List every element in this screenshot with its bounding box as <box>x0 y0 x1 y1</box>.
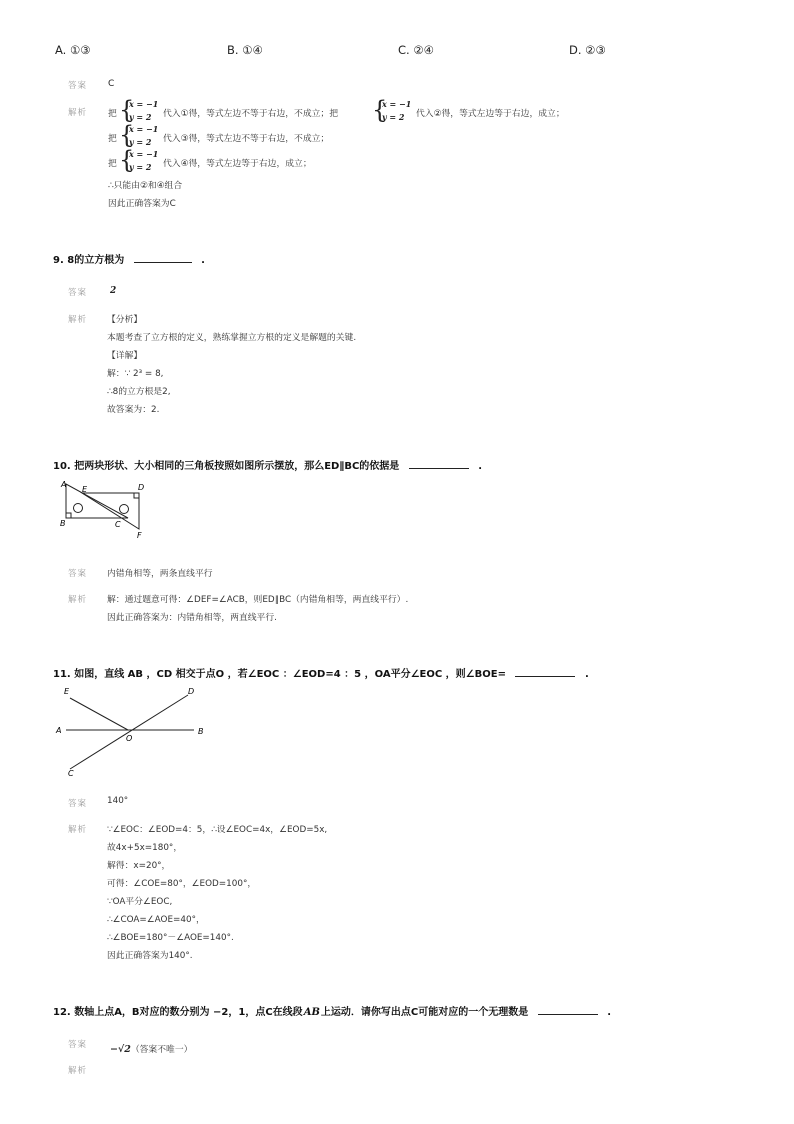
label-b: B <box>60 519 66 528</box>
analysis-text: 故答案为：2. <box>107 405 160 415</box>
analysis-text: 本题考查了立方根的定义，熟练掌握立方根的定义是解题的关键. <box>107 333 357 343</box>
label-f: F <box>137 531 142 540</box>
brace-symbol: { <box>119 146 135 174</box>
analysis-text: 解：∵ 2³ = 8, <box>107 369 164 379</box>
question-text-cont: 上运动．请你写出点C可能对应的一个无理数是 <box>320 1007 529 1018</box>
analysis-text: 因此正确答案为C <box>108 199 176 209</box>
question-11 <box>53 665 589 680</box>
intersecting-lines-figure <box>54 683 214 779</box>
equation-x: x = −1 <box>382 99 412 109</box>
answer-label: 答案 <box>68 1040 88 1050</box>
analysis-text: ∴∠BOE=180°－∠AOE=140°. <box>107 933 234 943</box>
question-12 <box>53 1003 611 1018</box>
analysis-text: ∴∠COA=∠AOE=40°， <box>107 915 205 925</box>
label-c: C <box>68 769 74 778</box>
line-cd <box>70 695 188 769</box>
answer-blank[interactable] <box>515 667 575 677</box>
analysis-text: ∵∠EOC：∠EOD=4：5，∴设∠EOC=4x，∠EOD=5x, <box>107 825 328 835</box>
analysis-label: 解析 <box>68 315 88 325</box>
triangle-def <box>82 493 139 529</box>
analysis-text: ∵OA平分∠EOC, <box>107 897 173 907</box>
answer-value <box>110 1037 192 1056</box>
analysis-text: 【分析】 <box>107 315 143 325</box>
question-text: 12. 数轴上点A，B对应的数分别为 −2，1，点C在线段 <box>53 1007 303 1018</box>
analysis-text: 把 <box>108 134 117 144</box>
segment-ab: AB <box>303 1007 320 1018</box>
question-end: . <box>607 1007 612 1018</box>
question-text: 11. 如图，直线 AB ，CD 相交于点O ，若∠EOC ：∠EOD=4 ：5 ，OA平分∠EOC ，则∠BOE= <box>53 669 506 680</box>
equation-system <box>119 146 163 175</box>
analysis-label: 解析 <box>68 825 88 835</box>
answer-label: 答案 <box>68 81 88 91</box>
ray-oe <box>70 698 128 730</box>
label-a: A <box>61 480 67 489</box>
answer-math: −√2 <box>110 1044 131 1055</box>
brace-symbol: { <box>372 96 388 124</box>
question-10 <box>53 457 482 472</box>
label-e: E <box>82 485 88 494</box>
triangle-abc <box>66 484 128 518</box>
equation-x: x = −1 <box>129 149 159 159</box>
triangle-hole-right <box>120 505 129 514</box>
right-angle-mark <box>66 513 71 518</box>
answer-note: （答案不唯一） <box>130 1045 193 1055</box>
analysis-text: 代入③得，等式左边不等于右边，不成立； <box>163 134 330 144</box>
question-text: 10. 把两块形状、大小相同的三角板按照如图所示摆放，那么ED∥BC的依据是 <box>53 461 400 472</box>
question-end: . <box>478 461 483 472</box>
analysis-text: 故4x+5x=180°， <box>107 843 183 853</box>
answer-blank[interactable] <box>409 459 469 469</box>
answer-value: 140° <box>107 796 129 806</box>
option-d[interactable]: D. ②③ <box>569 43 606 57</box>
option-c[interactable]: C. ②④ <box>398 43 434 57</box>
label-d: D <box>138 483 145 492</box>
analysis-text: 代入②得，等式左边等于右边，成立； <box>416 109 565 119</box>
label-o: O <box>126 734 133 743</box>
analysis-text: 解得：x=20°， <box>107 861 171 871</box>
question-9 <box>53 251 205 266</box>
question-text: 9. 8的立方根为 <box>53 255 125 266</box>
equation-y: y = 2 <box>382 112 405 122</box>
label-e: E <box>64 687 70 696</box>
equation-x: x = −1 <box>129 124 159 134</box>
equation-y: y = 2 <box>129 112 152 122</box>
analysis-text: 把 <box>108 109 117 119</box>
analysis-text: ∴8的立方根是2, <box>107 387 171 397</box>
label-c: C <box>115 520 121 529</box>
option-a[interactable]: A. ①③ <box>55 43 91 57</box>
equation-x: x = −1 <box>129 99 159 109</box>
analysis-text: 可得：∠COE=80°，∠EOD=100°， <box>107 879 257 889</box>
equation-y: y = 2 <box>129 162 152 172</box>
brace-symbol: { <box>119 121 135 149</box>
label-a: A <box>56 726 62 735</box>
analysis-text: 代入①得，等式左边不等于右边，不成立；把 <box>163 109 339 119</box>
answer-label: 答案 <box>68 288 88 298</box>
label-d: D <box>188 687 195 696</box>
answer-blank[interactable] <box>538 1005 598 1015</box>
right-angle-mark <box>134 493 139 498</box>
triangle-hole-left <box>74 504 83 513</box>
answer-value: 内错角相等，两条直线平行 <box>107 569 213 579</box>
triangle-figure <box>56 478 156 542</box>
analysis-label: 解析 <box>68 108 88 118</box>
analysis-text: 解：通过题意可得：∠DEF=∠ACB，则ED∥BC（内错角相等，两直线平行）. <box>107 595 409 605</box>
analysis-text: 因此正确答案为：内错角相等，两直线平行. <box>107 613 277 623</box>
equation-y: y = 2 <box>129 137 152 147</box>
answer-label: 答案 <box>68 569 88 579</box>
answer-value: 2 <box>110 286 117 296</box>
analysis-text: 代入④得，等式左边等于右边，成立； <box>163 159 312 169</box>
analysis-text: ∴只能由②和④组合 <box>108 181 183 191</box>
equation-system <box>372 96 416 125</box>
answer-blank[interactable] <box>134 253 192 263</box>
analysis-label: 解析 <box>68 1066 88 1076</box>
analysis-text: 【详解】 <box>107 351 143 361</box>
analysis-text: 因此正确答案为140°. <box>107 951 193 961</box>
brace-symbol: { <box>119 96 135 124</box>
answer-value: C <box>108 79 115 89</box>
analysis-label: 解析 <box>68 595 88 605</box>
question-end: . <box>201 255 205 266</box>
analysis-text: 把 <box>108 159 117 169</box>
option-b[interactable]: B. ①④ <box>227 43 263 57</box>
label-b: B <box>198 727 204 736</box>
question-end: . <box>584 669 589 680</box>
answer-label: 答案 <box>68 799 88 809</box>
